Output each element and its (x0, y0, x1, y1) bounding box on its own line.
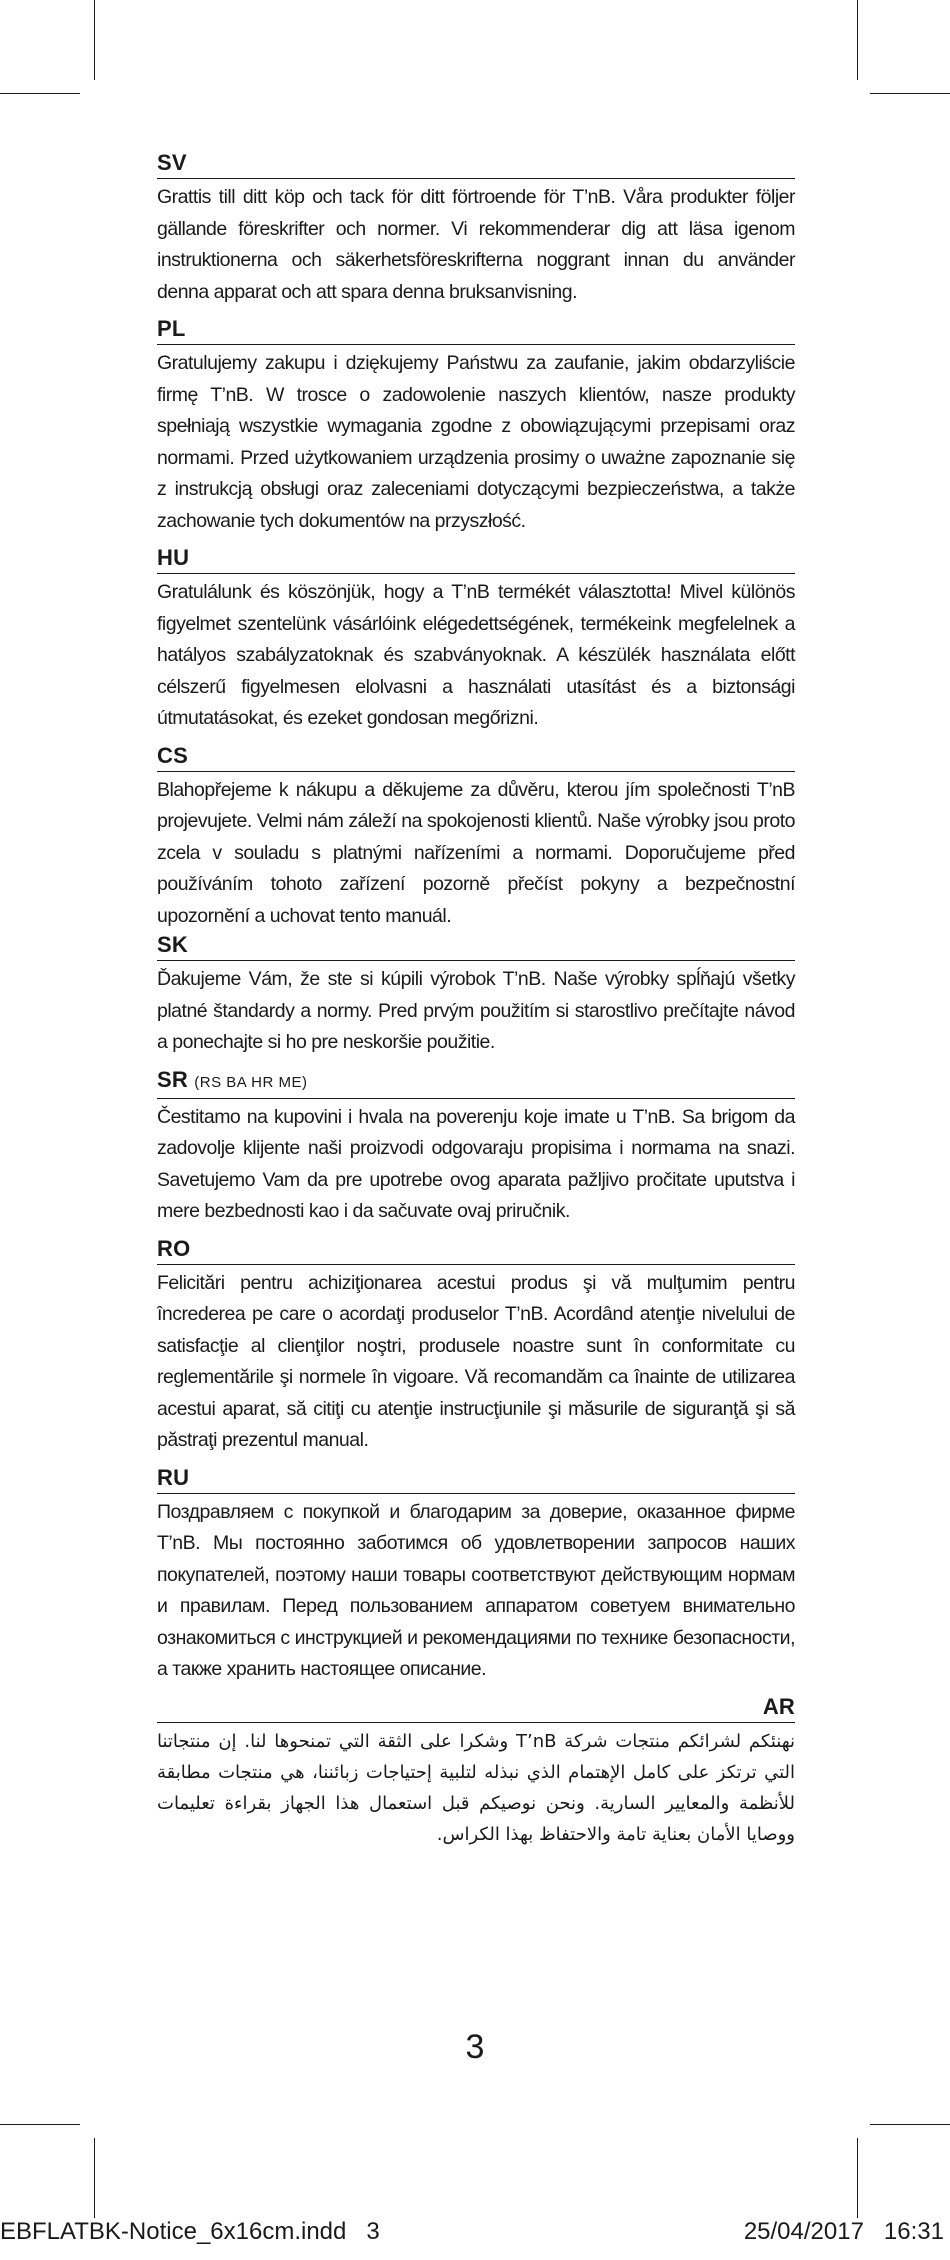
section-ar (157, 1694, 795, 1850)
section-text: Ďakujeme Vám, že ste si kúpili výrobok T’nB. Naše výrobky spĺňajú všetky platné štandardy a normy. Pred prvým použitím si starostlivo prečítajte návod a ponechajte si ho pre neskoršie použitie. (157, 968, 795, 1053)
crop-mark (0, 2124, 80, 2125)
crop-mark (870, 93, 950, 94)
print-slug (0, 2218, 950, 2248)
section-text: Čestitamo na kupovini i hvala na poverenju koje imate u T’nB. Sa brigom da zadovolje klijente naši proizvodi odgovaraju propisima i normama na snazi. Savetujemo Vam da pre upotrebe ovog aparata pažljivo pročitate uputstva i mere bezbednosti kao i da sačuvate ovaj priručnik. (157, 1105, 795, 1222)
section-text: Gratulujemy zakupu i dziękujemy Państwu za zaufanie, jakim obdarzyliście firmę T’nB. W trosce o zadowolenie naszych klientów, nasze produkty spełniają wszystkie wymagania zgodne z obowiązującymi przepisami oraz normami. Przed użytkowaniem urządzenia prosimy o uważne zapoznanie się z instrukcją obsługi oraz zaleceniami dotyczącymi bezpieczeństwa, a także zachowanie tych dokumentów na przyszłość. (157, 352, 795, 532)
section-text: Gratulálunk és köszönjük, hogy a T’nB termékét választotta! Mivel különös figyelmet szentelünk vásárlóink elégedettségének, termékeink megfelelnek a hatályos szabályzatoknak és szabványoknak. A készülék használata előtt célszerű figyelmesen elolvasni a használati utasítást és a biztonsági útmutatásokat, és ezeket gondosan megőrizni. (157, 581, 795, 729)
section-ro (157, 1236, 795, 1457)
language-code: RO (157, 1236, 795, 1265)
section-pl (157, 316, 795, 537)
language-code: CS (157, 743, 795, 772)
language-code-main: SR (157, 1066, 188, 1092)
crop-mark (857, 2138, 858, 2218)
language-code: RU (157, 1465, 795, 1494)
multilingual-notice (157, 150, 795, 1850)
section-text: Поздравляем с покупкой и благодарим за доверие, оказанное фирме T’nB. Мы постоянно заботимся об удовлетворении запросов наших покупателей, поэтому наши товары соответствуют действующим нормам и правилам. Перед пользованием аппаратом советуем внимательно ознакомиться с инструкцией и рекомендациями по технике безопасности, а также хранить настоящее описание. (157, 1500, 795, 1680)
slug-filename: EBFLATBK-Notice_6x16cm.indd 3 (0, 2218, 380, 2245)
language-code: AR (157, 1694, 795, 1723)
section-cs (157, 743, 795, 933)
section-text: نهنئكم لشرائكم منتجات شركة T’nB وشكرا على الثقة التي تمنحوها لنا. إن منتجاتنا التي ترتكز على كامل الإهتمام الذي نبذله لتلبية إحتياجات زبائننا، هي منتجات مطابقة للأنظمة والمعايير السارية. ونحن نوصيكم قبل استعمال هذا الجهاز بقراءة تعليمات ووصايا الأمان بعناية تامة والاحتفاظ بهذا الكراس. (157, 1730, 796, 1845)
crop-mark (857, 0, 858, 80)
section-text: Felicitări pentru achiziţionarea acestui produs şi vă mulţumim pentru încrederea pe care o acordaţi produselor T’nB. Acordând atenţie nivelului de satisfacţie al clienţilor noştri, produsele noastre sunt în conformitate cu reglementările şi normele în vigoare. Vă recomandăm ca înainte de utilizarea acestui aparat, să citiţi cu atenţie instrucţiunile şi măsurile de siguranţă şi să păstraţi prezentul manual. (157, 1271, 795, 1451)
language-code: SK (157, 932, 795, 961)
section-sr (157, 1067, 795, 1228)
language-code (157, 1067, 795, 1099)
language-code: SV (157, 150, 795, 179)
section-text: Blahopřejeme k nákupu a děkujeme za důvěru, kterou jím společnosti T’nB projevujete. Velmi nám záleží na spokojenosti klientů. Naše výrobky jsou proto zcela v souladu s platnými nařízeními a normami. Doporučujeme před používáním tohoto zařízení pozorně přečíst pokyny a bezpečnostní upozornění a uchovat tento manuál. (157, 778, 795, 927)
crop-mark (0, 93, 80, 94)
section-sv (157, 150, 795, 308)
page-number: 3 (465, 2028, 485, 2066)
slug-datetime: 25/04/2017 16:31 (743, 2218, 944, 2245)
section-ru (157, 1465, 795, 1686)
crop-mark (870, 2124, 950, 2125)
crop-mark (94, 0, 95, 80)
crop-mark (94, 2138, 95, 2218)
section-text: Grattis till ditt köp och tack för ditt förtroende för T’nB. Våra produkter följer gällande föreskrifter och normer. Vi rekommenderar dig att läsa igenom instruktionerna och säkerhetsföreskrifterna noggrant innan du använder denna apparat och att spara denna bruksanvisning. (157, 186, 795, 303)
language-code: PL (157, 316, 795, 345)
language-code-countries: (RS BA HR ME) (194, 1073, 308, 1091)
section-sk (157, 932, 795, 1059)
section-hu (157, 545, 795, 735)
language-code: HU (157, 545, 795, 574)
